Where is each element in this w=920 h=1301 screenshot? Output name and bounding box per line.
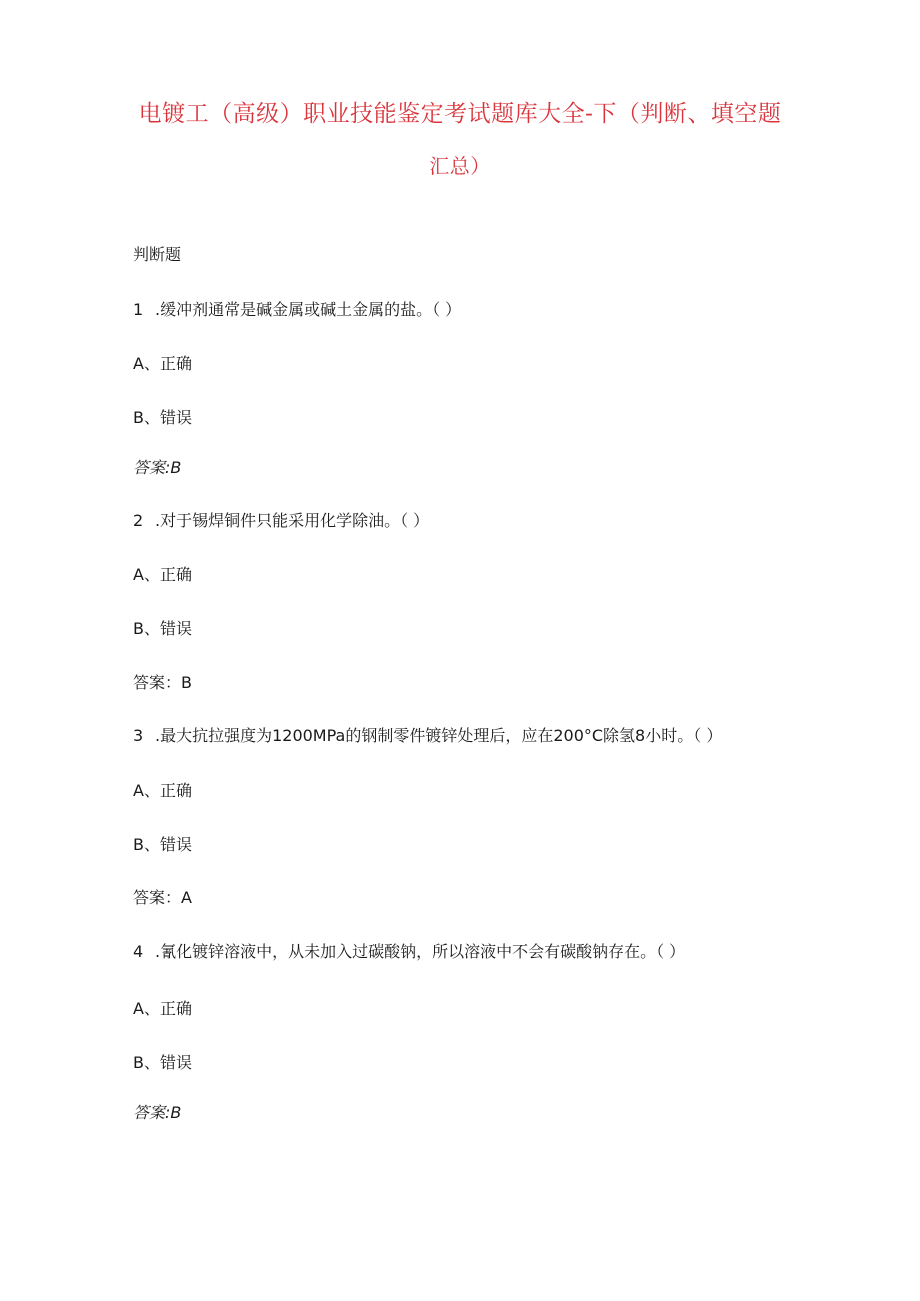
question-2-option-b: B、错误 (133, 619, 192, 638)
question-4-answer: 答案:B (133, 1103, 182, 1122)
question-2-option-a: A、正确 (133, 565, 192, 584)
question-1-number: 1 (133, 300, 144, 319)
question-2 (133, 508, 429, 531)
question-4-option-a: A、正确 (133, 999, 192, 1018)
question-1-option-a: A、正确 (133, 354, 192, 373)
document-title-line-1: 电镀工（高级）职业技能鉴定考试题库大全-下（判断、填空题 (138, 101, 782, 127)
question-1-answer: 答案:B (133, 458, 182, 477)
question-2-answer: 答案：B (133, 673, 192, 692)
question-1-text: .缓冲剂通常是碱金属或碱土金属的盐。（ ） (155, 300, 462, 319)
question-2-number: 2 (133, 511, 144, 530)
question-2-text: .对于锡焊铜件只能采用化学除油。（ ） (155, 511, 430, 530)
question-4-number: 4 (133, 942, 144, 961)
question-3 (133, 723, 722, 746)
question-3-text: .最大抗拉强度为1200MPa的钢制零件镀锌处理后，应在200°C除氢8小时。（ ） (155, 726, 723, 745)
question-3-option-b: B、错误 (133, 835, 192, 854)
question-3-option-a: A、正确 (133, 781, 192, 800)
question-4 (133, 939, 685, 962)
question-1-option-b: B、错误 (133, 408, 192, 427)
question-4-option-b: B、错误 (133, 1053, 192, 1072)
question-3-answer: 答案：A (133, 888, 192, 907)
question-3-number: 3 (133, 726, 144, 745)
question-4-text: .氰化镀锌溶液中，从未加入过碳酸钠，所以溶液中不会有碳酸钠存在。（ ） (155, 942, 686, 961)
question-1 (133, 297, 461, 320)
section-heading: 判断题 (133, 245, 182, 264)
document-title-line-2: 汇总） (429, 154, 491, 178)
